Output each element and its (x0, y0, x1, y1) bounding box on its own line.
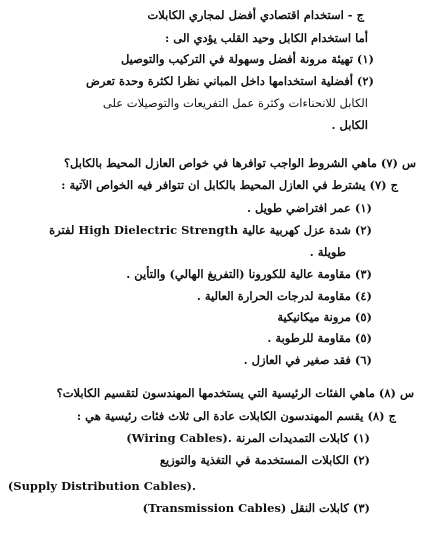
property-item-4: (٤) مقاومة لدرجات الحرارة العالية . (196, 289, 372, 303)
question-7: س (٧) ماهي الشروط الواجب توافرها في خواص العازل المحيط بالكابل؟ (63, 156, 416, 170)
property-item-1: (١) عمر افتراضي طويل . (246, 201, 372, 215)
property-item-3: (٣) مقاومة عالية للكورونا (التفريغ الهالي) والتأين . (126, 267, 372, 281)
property-item-2: (٢) شدة عزل كهربية عالية High Dielectric Strength لفترة (49, 223, 372, 237)
cable-category-2: (٢) الكابلات المستخدمة في التغذية والتوزيع (159, 453, 370, 467)
property-item-6: (٦) فقد صغير في العازل . (243, 353, 372, 367)
text-line-end: الكابل . (331, 118, 368, 132)
question-8: س (٨) ماهي الفئات الرئيسية التي يستخدمها المهندسون لتقسيم الكابلات؟ (56, 386, 414, 400)
list-item-1: (١) تهيئة مرونة أفضل وسهولة في التركيب والتوصيل (120, 52, 374, 66)
text-line-1: ج - استخدام اقتصادي أفضل لمجاري الكابلات (147, 8, 364, 22)
property-item-5a: (٥) مرونة ميكانيكية (277, 310, 372, 324)
text-line-2: أما استخدام الكابل وحيد القلب يؤدي الى : (164, 31, 368, 45)
property-item-5b: (٥) مقاومة للرطوبة . (267, 331, 372, 345)
text-line-continuation: الكابل للانحناءات وكثرة عمل التفريعات والتوصيلات على (102, 96, 368, 110)
cable-category-3: (٣) كابلات النقل (Transmission Cables) (142, 501, 370, 515)
cable-category-1: (١) كابلات التمديدات المرنة (Wiring Cables). (126, 431, 370, 445)
cable-category-2-english: (Supply Distribution Cables). (7, 479, 196, 493)
list-item-2: (٢) أفضلية استخدامها داخل المباني نظرا لكثرة وحدة تعرض (86, 74, 374, 88)
answer-8-heading: ج (٨) يقسم المهندسون الكابلات عادة الى ثلاث فئات رئيسية هي : (76, 409, 396, 423)
property-item-2-continuation: طويلة . (309, 245, 346, 259)
answer-7-heading: ج (٧) يشترط في العازل المحيط بالكابل ان تتوافر فيه الخواص الآتية : (61, 178, 398, 192)
